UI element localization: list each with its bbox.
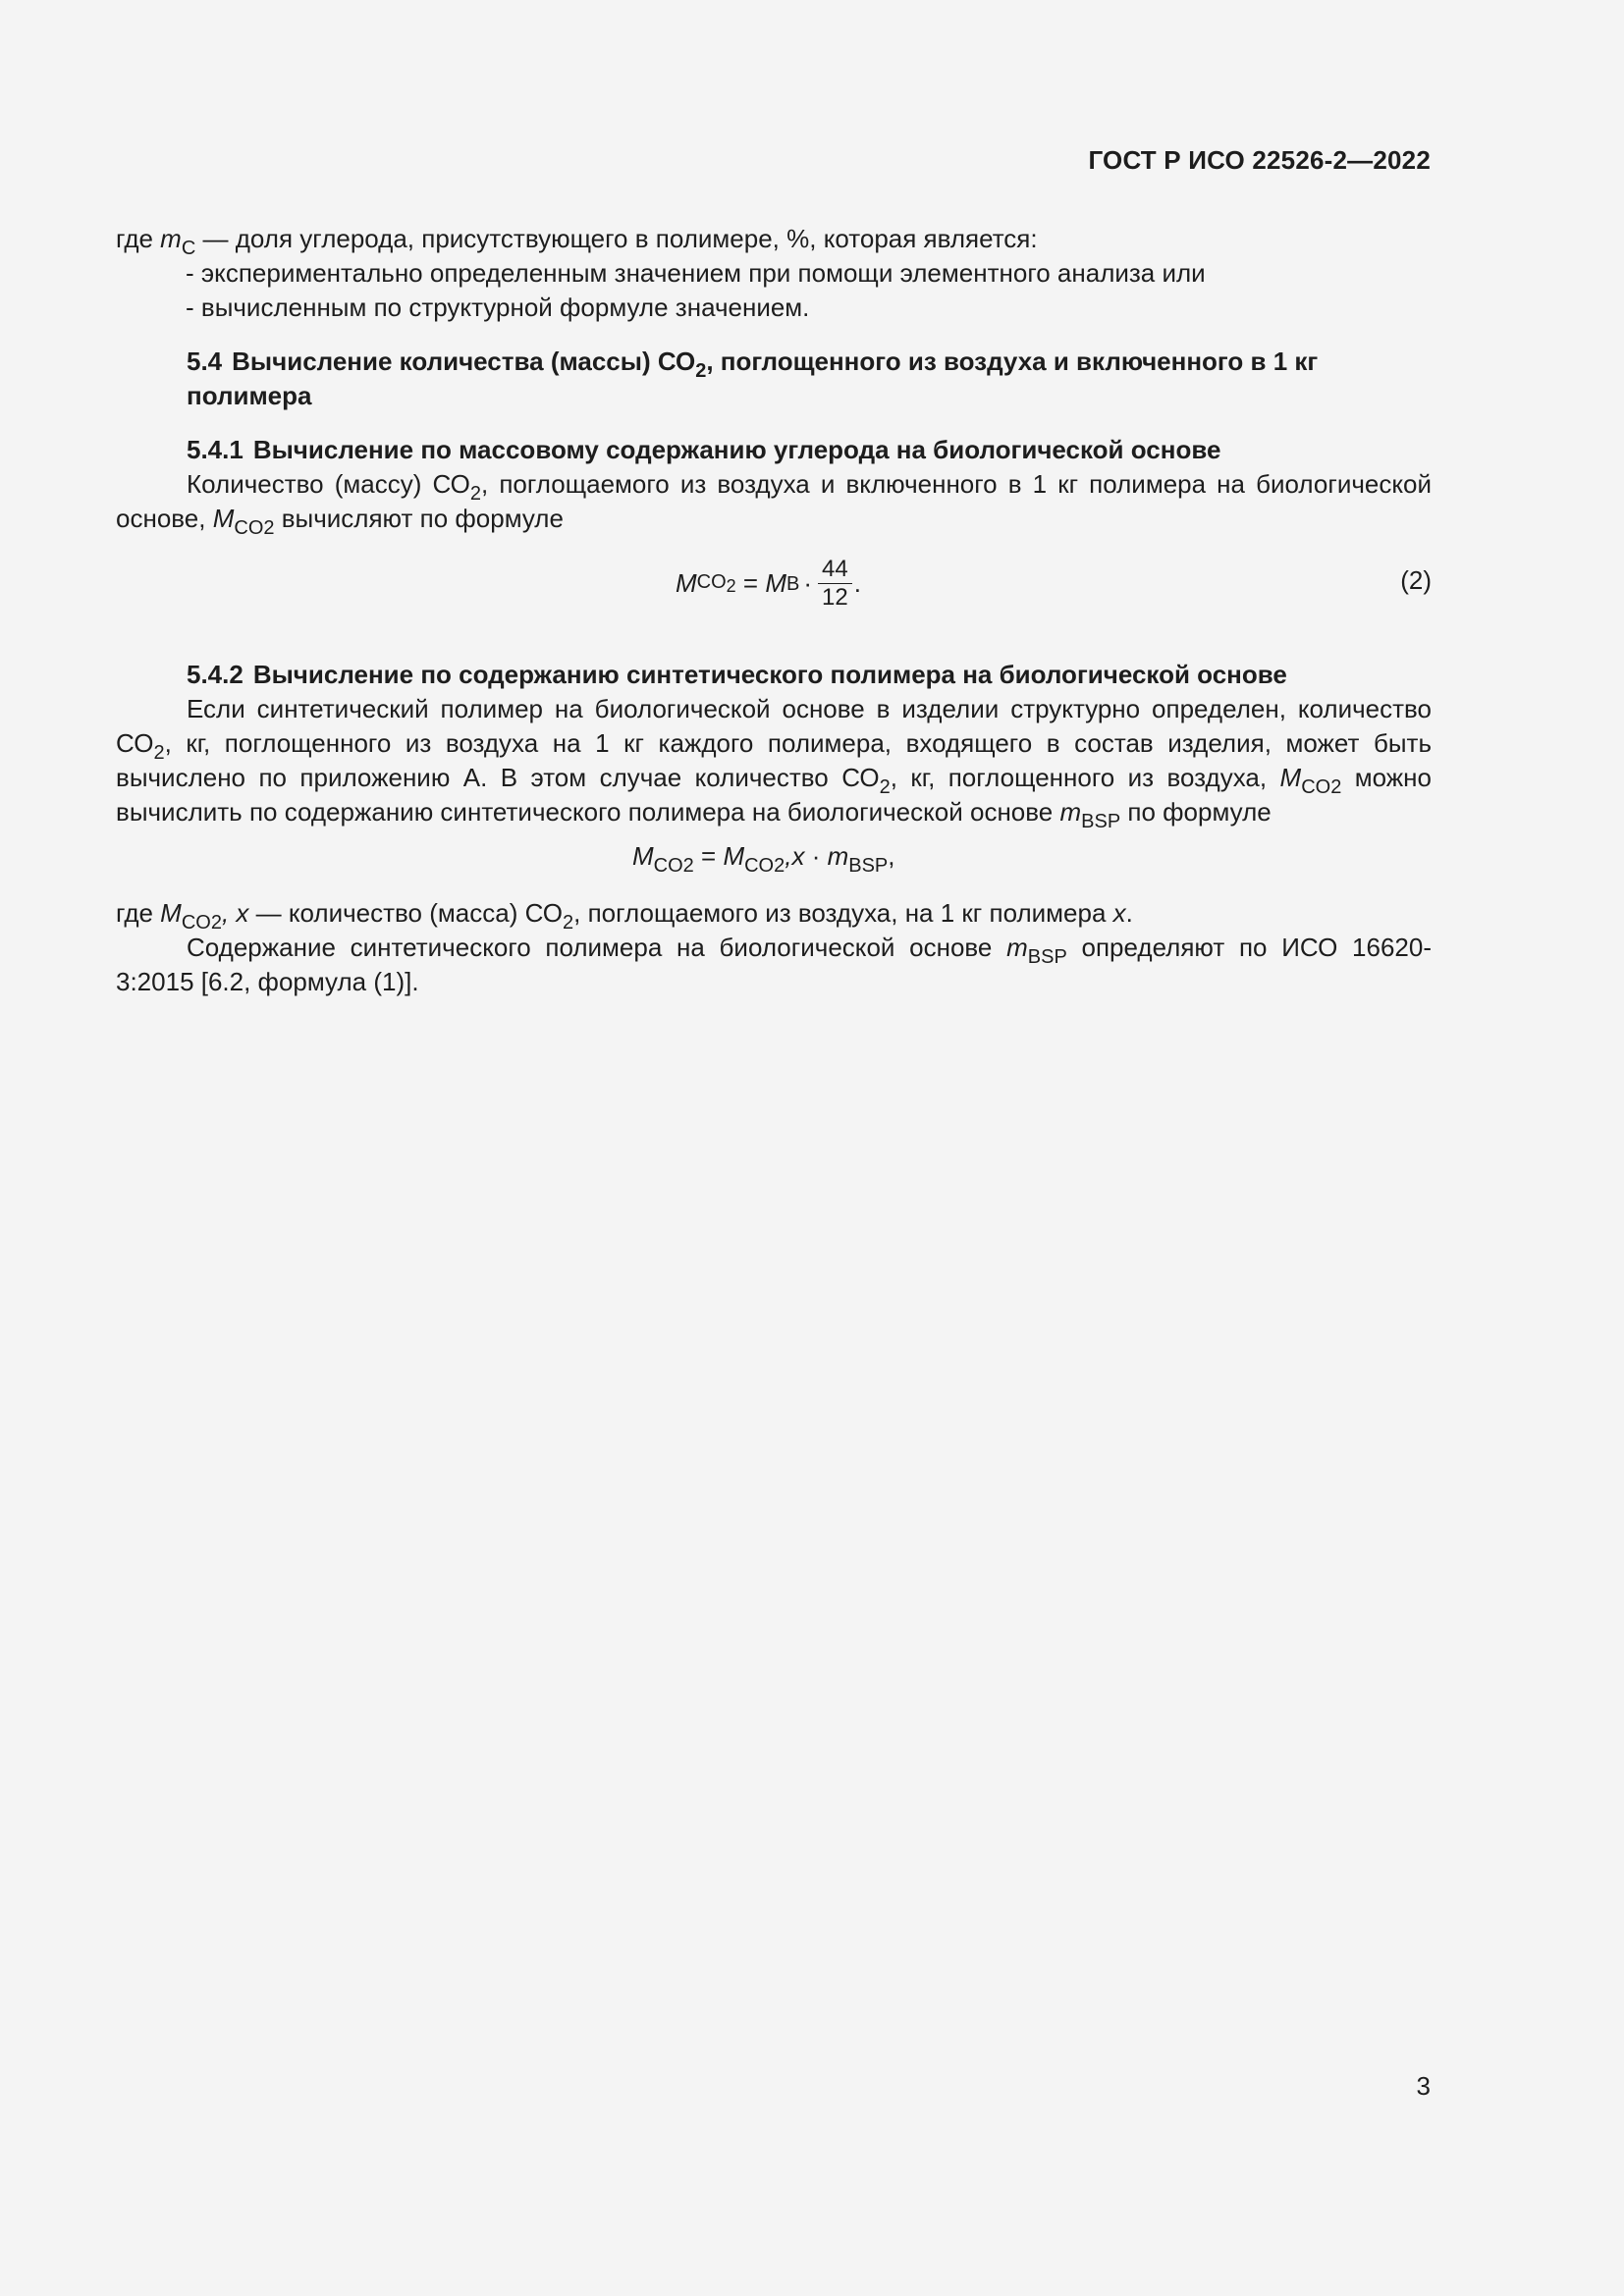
subscript: C bbox=[181, 238, 196, 259]
text-fragment: вычисляют по формуле bbox=[274, 504, 564, 533]
subscript-text: CO bbox=[234, 517, 264, 539]
variable: M bbox=[212, 504, 235, 533]
subscript-text: 2 bbox=[263, 517, 275, 539]
section-heading-5-4 bbox=[116, 345, 1432, 413]
text-fragment: — доля углерода, присутствующего в полимере, %, которая является: bbox=[195, 224, 1038, 253]
paragraph-5-4-1 bbox=[116, 467, 1432, 539]
section-number: 5.4.1 bbox=[187, 435, 244, 464]
subscript bbox=[234, 517, 274, 539]
subscript: 2 bbox=[563, 912, 574, 934]
formula-2: M $CO_2$ = M B · $\frac{44}{12}$ . bbox=[676, 556, 861, 611]
subscript: 2 bbox=[469, 483, 482, 505]
variable: M bbox=[160, 898, 182, 928]
formula-number: (2) bbox=[1400, 565, 1432, 595]
subscript: BSP bbox=[1081, 811, 1121, 832]
numerator: 44 bbox=[822, 556, 848, 582]
section-number: 5.4 bbox=[187, 347, 223, 376]
fraction bbox=[818, 556, 852, 612]
text-fragment: можно вычислить по содержанию синтетического полимера на биологической основе bbox=[116, 763, 1432, 827]
punctuation: . bbox=[853, 568, 861, 598]
text-fragment: определяют по ИСО 16620-3:2015 [6.2, формула (1)]. bbox=[116, 933, 1432, 996]
section-number: 5.4.2 bbox=[187, 660, 244, 689]
heading-text: Вычисление количества (массы) СО bbox=[232, 347, 696, 376]
subscript-text: 2 bbox=[210, 912, 222, 934]
page-number: 3 bbox=[1416, 2071, 1431, 2101]
variable: M bbox=[765, 568, 786, 598]
subscript: 2 bbox=[879, 776, 891, 798]
text-fragment: — количество (масса) СО bbox=[248, 898, 564, 928]
subscript: 2 bbox=[726, 575, 736, 596]
variable: m bbox=[1059, 797, 1082, 827]
variable: x bbox=[1112, 898, 1126, 928]
text-fragment: , поглощаемого из воздуха и включенного в 1 кг полимера на биологической основе, bbox=[116, 469, 1432, 533]
final-paragraph bbox=[116, 931, 1432, 999]
punctuation: , bbox=[888, 841, 895, 871]
variable: ,x bbox=[785, 841, 805, 871]
document-code: ГОСТ Р ИСО 22526-2—2022 bbox=[1088, 145, 1431, 175]
variable: M bbox=[723, 841, 745, 871]
variable: m bbox=[160, 224, 182, 253]
formula-mco2-row bbox=[116, 839, 1432, 896]
equals-sign: = bbox=[693, 841, 724, 871]
variable: M bbox=[632, 841, 654, 871]
variable: m bbox=[827, 841, 849, 871]
formula-mco2 bbox=[632, 839, 895, 877]
text-fragment: по формуле bbox=[1120, 797, 1272, 827]
text-fragment: Количество (массу) СО bbox=[187, 469, 470, 499]
equals-sign: = bbox=[735, 568, 766, 598]
page-content bbox=[116, 222, 1432, 999]
text-fragment: , кг, поглощенного из воздуха, bbox=[890, 763, 1280, 792]
variable: m bbox=[1006, 933, 1028, 962]
text-fragment: , кг, поглощенного из воздуха на 1 кг каждого полимера, входящего в состав изделия, может быть вычислено по приложению А. В этом случае количество СО bbox=[116, 728, 1432, 792]
subscript-text: CO bbox=[181, 912, 211, 934]
text-fragment: где bbox=[116, 224, 161, 253]
multiplication-dot: · bbox=[804, 841, 828, 871]
variable: , x bbox=[221, 898, 249, 928]
section-heading-5-4-1 bbox=[116, 433, 1432, 467]
text-fragment: Содержание синтетического полимера на биологической основе bbox=[187, 933, 1007, 962]
subscript-text: 2 bbox=[774, 855, 785, 877]
text-fragment: где bbox=[116, 898, 161, 928]
subscript: BSP bbox=[1027, 946, 1067, 968]
heading-text: Вычисление по содержанию синтетического полимера на биологической основе bbox=[252, 660, 1287, 689]
paragraph-5-4-2 bbox=[116, 692, 1432, 832]
variable: M bbox=[1279, 763, 1302, 792]
subscript: CO2 bbox=[1301, 776, 1342, 798]
formula-2-row bbox=[116, 542, 1432, 620]
denominator: 12 bbox=[822, 584, 848, 611]
subscript bbox=[744, 855, 785, 877]
where-mc-paragraph bbox=[116, 222, 1432, 259]
subscript-text: CO bbox=[696, 570, 727, 593]
punctuation: . bbox=[1125, 898, 1133, 928]
heading-text: , поглощенного из воздуха и включенного в 1 кг полимера bbox=[187, 347, 1319, 410]
text-fragment: Если синтетический полимер на биологической основе в изделии структурно определен, количество СО bbox=[116, 694, 1432, 758]
where-mco2x-paragraph bbox=[116, 896, 1432, 934]
section-heading-5-4-2 bbox=[116, 658, 1432, 692]
subscript: 2 bbox=[695, 360, 707, 382]
subscript: CO2 bbox=[653, 855, 694, 877]
list-item: - вычисленным по структурной формуле значением. bbox=[186, 293, 810, 322]
heading-text: Вычисление по массовому содержанию углерода на биологической основе bbox=[252, 435, 1221, 464]
multiplication-dot: · bbox=[803, 568, 813, 598]
subscript: 2 bbox=[153, 742, 165, 764]
subscript-text: CO bbox=[744, 855, 775, 877]
subscript bbox=[696, 570, 736, 596]
text-fragment: , поглощаемого из воздуха, на 1 кг полимера bbox=[573, 898, 1113, 928]
list-item: - экспериментально определенным значением при помощи элементного анализа или bbox=[186, 258, 1206, 288]
variable: M bbox=[676, 568, 697, 598]
subscript: BSP bbox=[848, 855, 889, 877]
